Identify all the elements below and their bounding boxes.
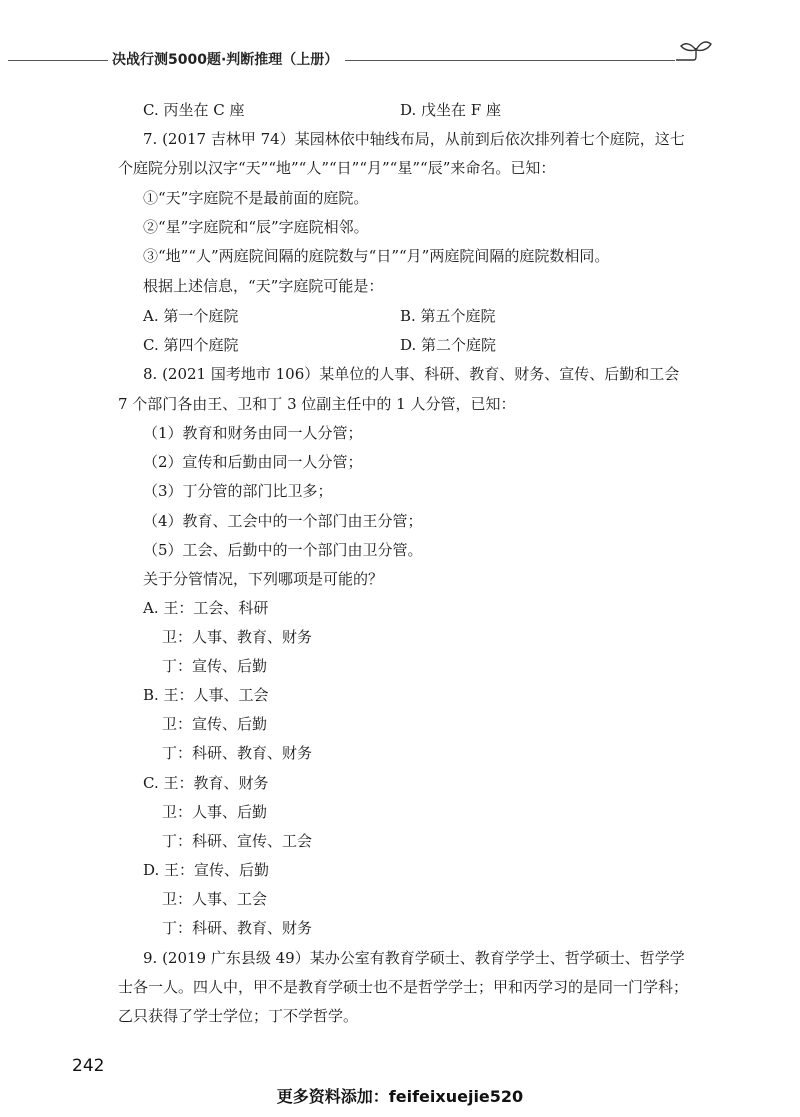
- footer-note: 更多资料添加：feifeixuejie520: [276, 1087, 524, 1106]
- question-7-condition-2: ②“星”字庭院和“辰”字庭院相邻。: [143, 218, 369, 236]
- question-8-option-c-ding: 丁：科研、宣传、工会: [162, 832, 313, 850]
- question-7-stem-2: 个庭院分别以汉字“天”“地”“人”“日”“月”“星”“辰”来命名。已知：: [118, 159, 556, 177]
- question-8-option-b-wang: B. 王：人事、工会: [143, 686, 269, 704]
- question-8-condition-3: （3）丁分管的部门比卫多；: [143, 482, 333, 500]
- question-7-option-d: D. 第二个庭院: [400, 336, 497, 354]
- question-8-condition-1: （1）教育和财务由同一人分管；: [143, 424, 363, 442]
- question-9-stem-2: 士各一人。四人中，甲不是教育学硕士也不是哲学学士；甲和丙学习的是同一门学科；: [118, 978, 689, 996]
- question-8-condition-2: （2）宣传和后勤由同一人分管；: [143, 453, 363, 471]
- question-7-option-b: B. 第五个庭院: [400, 307, 496, 325]
- question-7-stem-1: 7. (2017 吉林甲 74）某园林依中轴线布局，从前到后依次排列着七个庭院，这七: [143, 130, 685, 148]
- question-8-stem-1: 8. (2021 国考地市 106）某单位的人事、科研、教育、财务、宣传、后勤和工会: [143, 365, 680, 383]
- question-7-condition-3: ③“地”“人”两庭院间隔的庭院数与“日”“月”两庭院间隔的庭院数相同。: [143, 247, 610, 265]
- question-8-option-b-wei: 卫：宣传、后勤: [162, 715, 268, 733]
- question-8-ask: 关于分管情况，下列哪项是可能的？: [143, 570, 384, 588]
- question-9-stem-1: 9. (2019 广东县级 49）某办公室有教育学硕士、教育学学士、哲学硕士、哲学学: [143, 949, 685, 967]
- question-8-option-c-wang: C. 王：教育、财务: [143, 774, 269, 792]
- question-8-option-a-ding: 丁：宣传、后勤: [162, 657, 268, 675]
- question-9-stem-3: 乙只获得了学士学位；丁不学哲学。: [118, 1007, 359, 1025]
- question-8-option-a-wang: A. 王：工会、科研: [143, 599, 269, 617]
- question-8-option-b-ding: 丁：科研、教育、财务: [162, 744, 313, 762]
- question-7-option-c: C. 第四个庭院: [143, 336, 239, 354]
- book-title: 决战行测5000题·判断推理（上册）: [112, 52, 339, 68]
- question-8-stem-2: 7 个部门各由王、卫和丁 3 位副主任中的 1 人分管，已知：: [118, 395, 516, 413]
- question-8-condition-5: （5）工会、后勤中的一个部门由卫分管。: [143, 541, 423, 559]
- question-7-condition-1: ①“天”字庭院不是最前面的庭院。: [143, 189, 369, 207]
- question-7-option-a: A. 第一个庭院: [143, 307, 239, 325]
- question-8-condition-4: （4）教育、工会中的一个部门由王分管；: [143, 512, 423, 530]
- question-8-option-c-wei: 卫：人事、后勤: [162, 803, 268, 821]
- option-c-previous: C. 丙坐在 C 座: [143, 101, 245, 119]
- question-8-option-d-wang: D. 王：宣传、后勤: [143, 861, 270, 879]
- question-8-option-d-wei: 卫：人事、工会: [162, 890, 268, 908]
- question-8-option-d-ding: 丁：科研、教育、财务: [162, 919, 313, 937]
- page-number: 242: [72, 1056, 105, 1076]
- question-7-ask: 根据上述信息，“天”字庭院可能是：: [143, 277, 384, 295]
- option-d-previous: D. 戊坐在 F 座: [400, 101, 501, 119]
- question-8-option-a-wei: 卫：人事、教育、财务: [162, 628, 313, 646]
